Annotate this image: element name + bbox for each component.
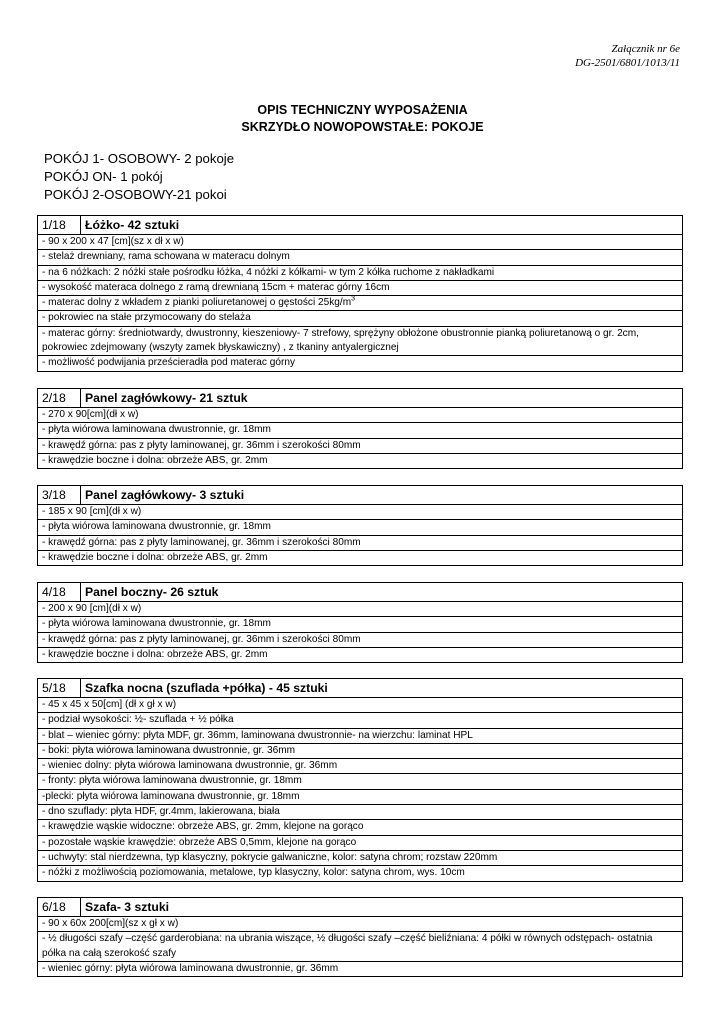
spec-row: - materac górny: średniotwardy, dwustronny, kieszeniowy- 7 strefowy, sprężyny obłożone obustronnie pianką poliuretanową o gr. 2cm, pokrowiec zdejmowany (wszyty zamek błyskawiczny) , z tkaniny antyalergicznej <box>38 326 683 356</box>
spec-row: - krawędzie boczne i dolna: obrzeże ABS, gr. 2mm <box>38 647 683 662</box>
spec-row <box>38 296 683 311</box>
spec-row: - wysokość materaca dolnego z ramą drewnianą 15cm + materac górny 16cm <box>38 280 683 295</box>
spec-row: - płyta wiórowa laminowana dwustronnie, gr. 18mm <box>38 520 683 535</box>
item-number: 6/18 <box>38 898 81 917</box>
spec-row-text: - materac dolny z wkładem z pianki poliuretanowej o gęstości 25kg/m <box>42 297 352 309</box>
spec-row: - stelaż drewniany, rama schowana w materacu dolnym <box>38 250 683 265</box>
spec-row: - podział wysokości: ½- szuflada + ½ półka <box>38 713 683 728</box>
spec-row: - płyta wiórowa laminowana dwustronnie, gr. 18mm <box>38 617 683 632</box>
spec-row: - pokrowiec na stałe przymocowany do stelaża <box>38 311 683 326</box>
room-line: POKÓJ 2-OSOBOWY-21 pokoi <box>44 187 227 203</box>
spec-table-item-1 <box>37 215 683 372</box>
spec-row: - krawędź górna: pas z płyty laminowanej, gr. 36mm i szerokości 80mm <box>38 535 683 550</box>
spec-row: - możliwość podwijania prześcieradła pod materac górny <box>38 356 683 371</box>
item-number: 3/18 <box>38 486 81 505</box>
spec-table-item-4 <box>37 582 683 663</box>
spec-row: - ½ długości szafy –część garderobiana: na ubrania wiszące, ½ długości szafy –część bieliźniana: 4 półki w równych odstępach- ostatnia półka na całą szerokość szafy <box>38 932 683 962</box>
spec-row: - fronty: płyta wiórowa laminowana dwustronnie, gr. 18mm <box>38 774 683 789</box>
item-name: Panel zagłówkowy- 3 sztuki <box>81 486 683 505</box>
spec-row: - uchwyty: stal nierdzewna, typ klasyczny, pokrycie galwaniczne, kolor: satyna chrom; rozstaw 220mm <box>38 850 683 865</box>
spec-row: - krawędzie wąskie widoczne: obrzeże ABS, gr. 2mm, klejone na gorąco <box>38 820 683 835</box>
spec-row: - blat – wieniec górny: płyta MDF, gr. 36mm, laminowana dwustronnie- na wierzchu: laminat HPL <box>38 728 683 743</box>
attachment-case-id: DG-2501/6801/1013/11 <box>575 57 680 69</box>
item-name: Panel zagłówkowy- 21 sztuk <box>81 389 683 408</box>
spec-row: - 90 x 200 x 47 [cm](sz x dł x w) <box>38 235 683 250</box>
spec-row: - 90 x 60x 200[cm](sz x gł x w) <box>38 917 683 932</box>
spec-row: - wieniec dolny: płyta wiórowa laminowana dwustronnie, gr. 36mm <box>38 759 683 774</box>
spec-row: - krawędzie boczne i dolna: obrzeże ABS, gr. 2mm <box>38 550 683 565</box>
superscript: 3 <box>351 295 356 303</box>
title-line-2: SKRZYDŁO NOWOPOWSTAŁE: POKOJE <box>241 120 484 134</box>
document-title <box>0 102 725 136</box>
item-name: Panel boczny- 26 sztuk <box>81 583 683 602</box>
attachment-number: Załącznik nr 6e <box>611 43 680 55</box>
spec-row: - 185 x 90 [cm](dł x w) <box>38 505 683 520</box>
spec-row: - 200 x 90 [cm](dł x w) <box>38 602 683 617</box>
spec-row: - płyta wiórowa laminowana dwustronnie, gr. 18mm <box>38 423 683 438</box>
spec-row: - krawędzie boczne i dolna: obrzeże ABS, gr. 2mm <box>38 453 683 468</box>
spec-table-item-5 <box>37 678 683 882</box>
item-number: 4/18 <box>38 583 81 602</box>
spec-row: -plecki: płyta wiórowa laminowana dwustronnie, gr. 18mm <box>38 789 683 804</box>
item-name: Szafa- 3 sztuki <box>81 898 683 917</box>
item-number: 1/18 <box>38 216 81 235</box>
item-number: 5/18 <box>38 679 81 698</box>
title-line-1: OPIS TECHNICZNY WYPOSAŻENIA <box>257 103 468 117</box>
spec-row: - pozostałe wąskie krawędzie: obrzeże ABS 0,5mm, klejone na gorąco <box>38 835 683 850</box>
spec-row: - krawędź górna: pas z płyty laminowanej, gr. 36mm i szerokości 80mm <box>38 632 683 647</box>
room-line: POKÓJ ON- 1 pokój <box>44 169 163 185</box>
room-line: POKÓJ 1- OSOBOWY- 2 pokoje <box>44 151 235 166</box>
item-number: 2/18 <box>38 389 81 408</box>
spec-row: - 270 x 90[cm](dł x w) <box>38 408 683 423</box>
item-name: Łóżko- 42 sztuki <box>81 216 683 235</box>
spec-table-item-3 <box>37 485 683 566</box>
spec-table-item-6 <box>37 897 683 977</box>
spec-row: - 45 x 45 x 50[cm] (dł x gł x w) <box>38 698 683 713</box>
spec-table-item-2 <box>37 388 683 469</box>
attachment-reference <box>575 42 680 70</box>
spec-row: - boki: płyta wiórowa laminowana dwustronnie, gr. 36mm <box>38 743 683 758</box>
spec-row: - krawędź górna: pas z płyty laminowanej, gr. 36mm i szerokości 80mm <box>38 438 683 453</box>
spec-row: - dno szuflady: płyta HDF, gr.4mm, lakierowana, biała <box>38 805 683 820</box>
spec-row: - nóżki z możliwością poziomowania, metalowe, typ klasyczny, kolor: satyna chrom, wys. 10cm <box>38 866 683 881</box>
spec-row: - na 6 nóżkach: 2 nóżki stałe pośrodku łóżka, 4 nóżki z kółkami- w tym 2 kółka ruchome z nakładkami <box>38 265 683 280</box>
spec-row: - wieniec górny: płyta wiórowa laminowana dwustronnie, gr. 36mm <box>38 961 683 976</box>
rooms-list <box>44 150 234 205</box>
item-name: Szafka nocna (szuflada +półka) - 45 sztuki <box>81 679 683 698</box>
